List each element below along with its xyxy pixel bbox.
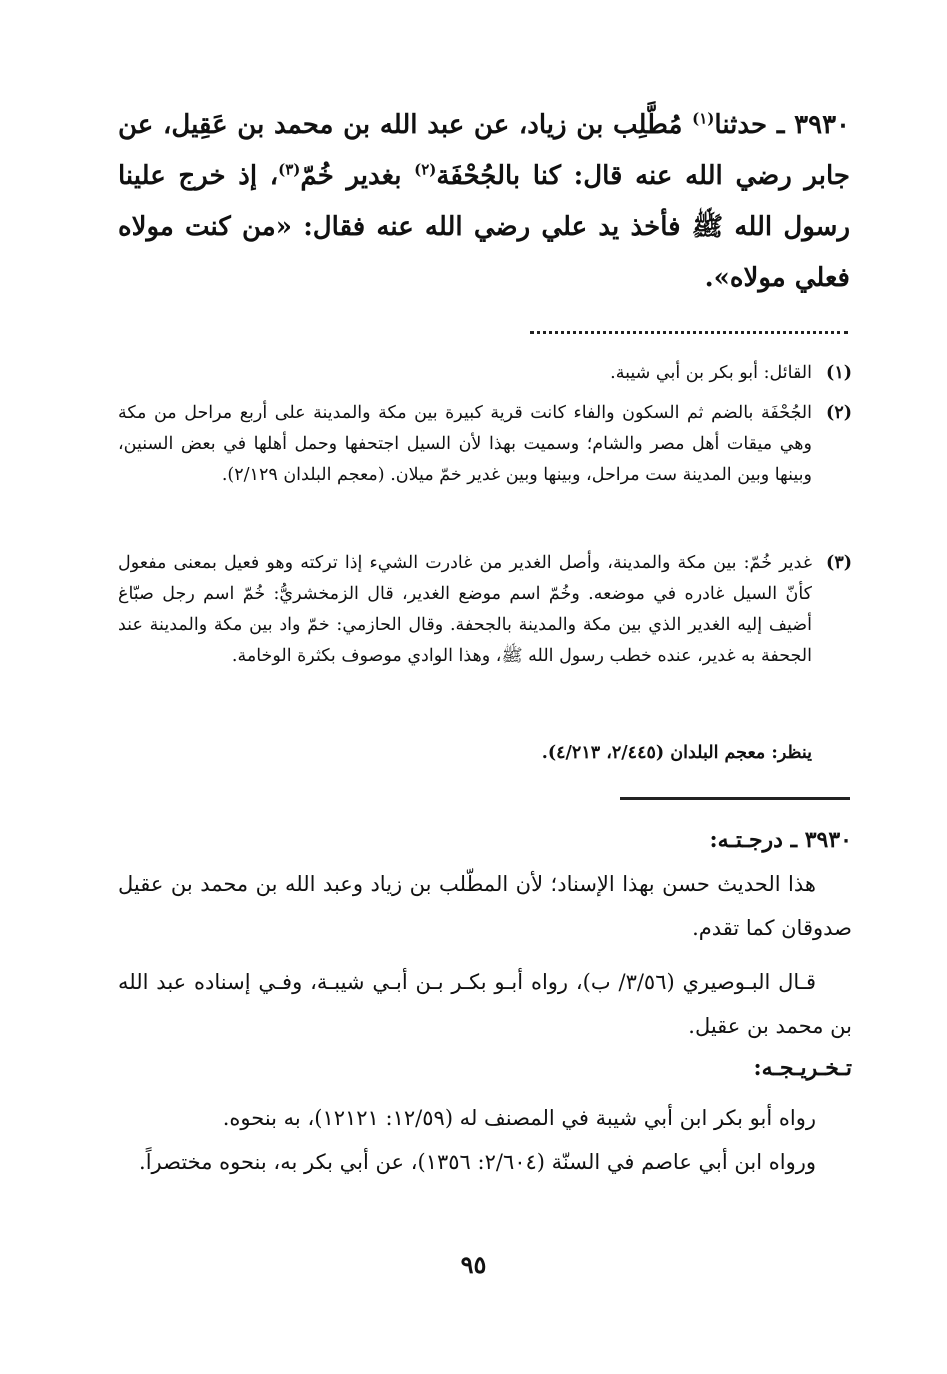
takhrij-paragraph-1 — [118, 1096, 852, 1140]
footnote-ref-3[interactable]: (٣) — [278, 160, 301, 179]
grade-section — [118, 818, 852, 862]
hadith-text-seg4: ، إذ خرج علينا رسول الله ﷺ فأخذ يد علي رضي الله عنه فقال: «من كنت مولاه فعلي مولاه». — [118, 161, 850, 293]
page-number: ٩٥ — [460, 1250, 487, 1279]
section-separator — [620, 797, 850, 800]
takhrij-heading: تـخـريـجـه: — [753, 1055, 852, 1081]
grade-heading: ٣٩٣٠ ـ درجـتـه: — [709, 827, 852, 853]
hadith-main-text — [118, 100, 850, 304]
hadith-text-seg3: بغدير خُمّ — [300, 161, 415, 191]
takhrij-paragraph-2 — [118, 1140, 852, 1184]
grade-paragraph-2 — [118, 960, 852, 1048]
footnote-number: (١) — [826, 363, 852, 383]
takhrij-section — [118, 1046, 852, 1090]
hadith-text-seg2: مُطَّلِب بن زياد، عن عبد الله بن محمد بن عَقِيل، عن جابر رضي الله عنه قال: كنا بالجُحْفَة — [118, 110, 850, 191]
footnote-text: الجُحْفَة بالضم ثم السكون والفاء كانت قرية كبيرة بين مكة والمدينة على أربع مراحل من مكة وهي ميقات أهل مصر والشام؛ وسميت بهذا لأن السيل اجتحفها وحمل أهلها في بعض السنين، وبينها وبين المدينة ست مراحل، وبينها وبين غدير خمّ ميلان. (معجم البلدان ٢/١٢٩). — [118, 403, 812, 485]
footnote-2 — [118, 398, 852, 491]
footnote-text: القائل: أبو بكر بن أبي شيبة. — [610, 363, 812, 383]
dotted-separator — [530, 331, 848, 334]
paragraph-text: قـال البـوصيري (٣/٥٦/ ب)، رواه أبـو بكـر بـن أبـي شيبـة، وفـي إسناده عبد الله بن محمد بن عقيل. — [118, 970, 852, 1038]
paragraph-text: ورواه ابن أبي عاصم في السنّة (٢/٦٠٤: ١٣٥٦)، عن أبي بكر به، بنحوه مختصراً. — [139, 1150, 816, 1174]
footnote-ref-2[interactable]: (٢) — [414, 160, 437, 179]
hadith-paragraph — [118, 100, 850, 304]
paragraph-text: رواه أبو بكر ابن أبي شيبة في المصنف له (١٢/٥٩: ١٢١٢١)، به بنحوه. — [222, 1106, 816, 1130]
hadith-text-seg1: حدثنا — [714, 110, 768, 140]
hadith-number: ٣٩٣٠ — [794, 110, 850, 140]
footnote-reference-line: ينظر: معجم البلدان (٢/٤٤٥، ٤/٢١٣). — [541, 743, 812, 763]
footnote-number: (٢) — [826, 403, 852, 423]
dash: ـ — [767, 110, 795, 140]
grade-paragraph-1 — [118, 862, 852, 950]
footnote-text: غدير خُمّ: بين مكة والمدينة، وأصل الغدير من غادرت الشيء إذا تركته وهو فعيل بمعنى مفعول كأنّ السيل غادره في موضعه. وخُمّ اسم موضع الغدير، قال الزمخشريُّ: خُمّ اسم رجل صبّاغ أضيف إليه الغدير الذي بين مكة والمدينة بالجحفة. وقال الحازمي: خمّ واد بين مكة والمدينة عند الجحفة به غدير، عنده خطب رسول الله ﷺ، وهذا الوادي موصوف بكثرة الوخامة. — [118, 553, 812, 666]
paragraph-text: هذا الحديث حسن بهذا الإسناد؛ لأن المطّلب بن زياد وعبد الله بن محمد بن عقيل صدوقان كما تقدم. — [118, 872, 852, 940]
footnote-number: (٣) — [826, 553, 852, 573]
footnote-1 — [118, 358, 852, 389]
footnote-ref-1[interactable]: (١) — [692, 109, 715, 128]
footnote-3 — [118, 548, 852, 672]
